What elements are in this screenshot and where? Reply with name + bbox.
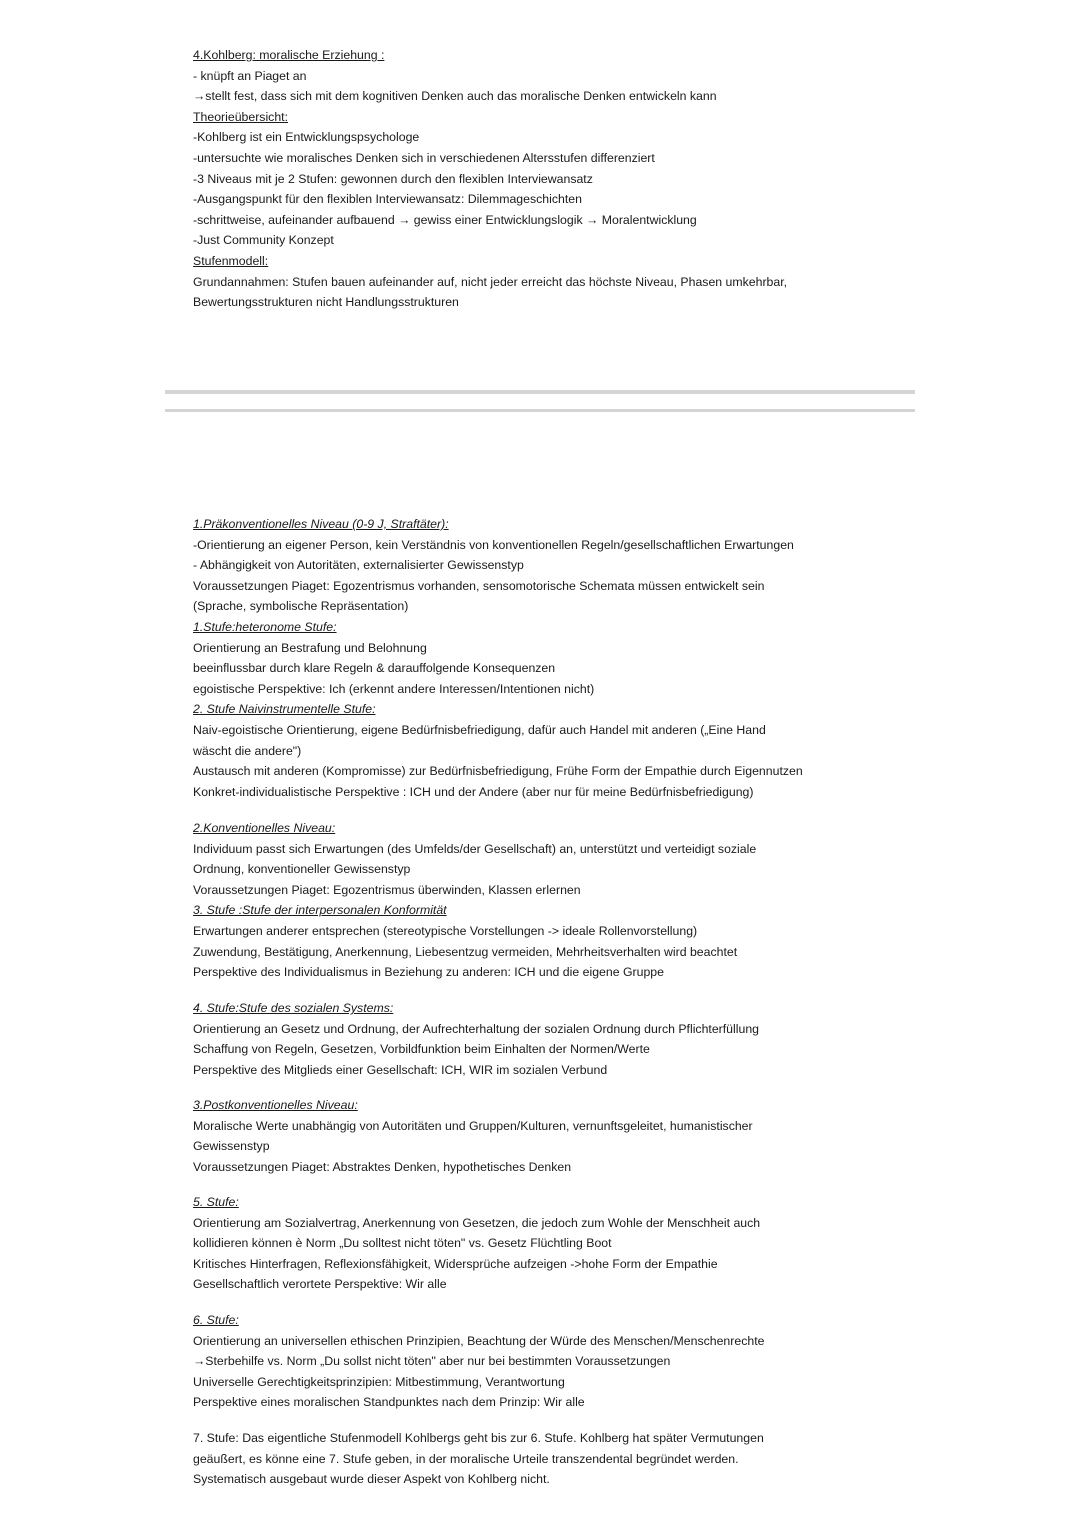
text-line: Naiv-egoistische Orientierung, eigene Bedürfnisbefriedigung, dafür auch Handel mit anderen („Eine Hand [193, 722, 766, 737]
section-title: 4.Kohlberg: moralische Erziehung : [193, 48, 385, 62]
text-line: Orientierung an universellen ethischen Prinzipien, Beachtung der Würde des Menschen/Menschenrechte [193, 1333, 765, 1348]
text-line: →stellt fest, dass sich mit dem kognitiven Denken auch das moralische Denken entwickeln kann [193, 89, 717, 104]
text-line: Gewissenstyp [193, 1139, 270, 1154]
text-line: Individuum passt sich Erwartungen (des Umfelds/der Gesellschaft) an, unterstützt und verteidigt soziale [193, 841, 757, 856]
level-3-section [193, 1095, 893, 1177]
text-line: -3 Niveaus mit je 2 Stufen: gewonnen durch den flexiblen Interviewansatz [193, 171, 593, 186]
stage-7-section [193, 1428, 893, 1490]
stage-4-section [193, 998, 893, 1080]
text-line: Universelle Gerechtigkeitsprinzipien: Mitbestimmung, Verantwortung [193, 1374, 565, 1389]
text-line: -Ausgangspunkt für den flexiblen Interviewansatz: Dilemmageschichten [193, 192, 582, 207]
section-kohlberg-intro [193, 45, 893, 313]
text-line: Ordnung, konventioneller Gewissenstyp [193, 862, 411, 877]
stage-heading: 2. Stufe Naivinstrumentelle Stufe: [193, 702, 376, 717]
text-line: geäußert, es könne eine 7. Stufe geben, in der moralische Urteile transzendental begründet werden. [193, 1451, 739, 1466]
text-line: Voraussetzungen Piaget: Abstraktes Denken, hypothetisches Denken [193, 1159, 572, 1174]
text-line: →Sterbehilfe vs. Norm „Du sollst nicht töten" aber nur bei bestimmten Voraussetzungen [193, 1354, 671, 1369]
text-line: Voraussetzungen Piaget: Egozentrismus überwinden, Klassen erlernen [193, 882, 581, 897]
level-heading: 1.Präkonventionelles Niveau (0-9 J, Straftäter): [193, 517, 449, 531]
stage-heading: 3. Stufe :Stufe der interpersonalen Konformität [193, 903, 447, 918]
text-line: Schaffung von Regeln, Gesetzen, Vorbildfunktion beim Einhalten der Normen/Werte [193, 1042, 650, 1057]
text-line: Austausch mit anderen (Kompromisse) zur Bedürfnisbefriedigung, Frühe Form der Empathie durch Eigennutzen [193, 764, 803, 779]
text-line: Zuwendung, Bestätigung, Anerkennung, Liebesentzug vermeiden, Mehrheitsverhalten wird beachtet [193, 944, 738, 959]
text-line: Moralische Werte unabhängig von Autoritäten und Gruppen/Kulturen, vernunftsgeleitet, humanistischer [193, 1118, 753, 1133]
text-line: - Abhängigkeit von Autoritäten, externalisierter Gewissenstyp [193, 558, 524, 573]
overview-heading: Theorieübersicht: [193, 109, 289, 124]
level-heading: 2.Konventionelles Niveau: [193, 821, 336, 835]
stage-heading: 4. Stufe:Stufe des sozialen Systems: [193, 1001, 394, 1015]
text-line: Orientierung an Bestrafung und Belohnung [193, 640, 427, 655]
text-line: Perspektive des Individualismus in Beziehung zu anderen: ICH und die eigene Gruppe [193, 965, 664, 980]
stage-heading: 6. Stufe: [193, 1313, 239, 1327]
text-line: -Orientierung an eigener Person, kein Verständnis von konventionellen Regeln/gesellschaftlichen Erwartungen [193, 537, 794, 552]
text-line: Kritisches Hinterfragen, Reflexionsfähigkeit, Widersprüche aufzeigen ->hohe Form der Empathie [193, 1256, 718, 1271]
text-line: Konkret-individualistische Perspektive : ICH und der Andere (aber nur für meine Bedürfnisbefriedigung) [193, 784, 754, 799]
level-2-section [193, 818, 893, 983]
level-heading: 3.Postkonventionelles Niveau: [193, 1098, 358, 1112]
text-line: -schrittweise, aufeinander aufbauend → gewiss einer Entwicklungslogik → Moralentwicklung [193, 212, 697, 227]
text-line: Grundannahmen: Stufen bauen aufeinander auf, nicht jeder erreicht das höchste Niveau, Phasen umkehrbar, [193, 274, 788, 289]
page-divider [165, 390, 915, 412]
text-line: wäscht die andere") [193, 743, 302, 758]
text-line: Orientierung an Gesetz und Ordnung, der Aufrechterhaltung der sozialen Ordnung durch Pflichterfüllung [193, 1021, 759, 1036]
text-line: Gesellschaftlich verortete Perspektive: Wir alle [193, 1277, 447, 1292]
model-heading: Stufenmodell: [193, 253, 269, 268]
text-line: Erwartungen anderer entsprechen (stereotypische Vorstellungen -> ideale Rollenvorstellung) [193, 923, 698, 938]
text-line: Perspektive eines moralischen Standpunktes nach dem Prinzip: Wir alle [193, 1395, 585, 1410]
text-line: kollidieren können è Norm „Du solltest nicht töten" vs. Gesetz Flüchtling Boot [193, 1236, 612, 1251]
level-1-section [193, 514, 893, 802]
text-line: beeinflussbar durch klare Regeln & darauffolgende Konsequenzen [193, 661, 556, 676]
text-line: egoistische Perspektive: Ich (erkennt andere Interessen/Intentionen nicht) [193, 681, 595, 696]
text-line: (Sprache, symbolische Repräsentation) [193, 599, 409, 614]
text-line: 7. Stufe: Das eigentliche Stufenmodell Kohlbergs geht bis zur 6. Stufe. Kohlberg hat später Vermutungen [193, 1431, 764, 1445]
stage-6-section [193, 1310, 893, 1413]
text-line: Voraussetzungen Piaget: Egozentrismus vorhanden, sensomotorische Schemata müssen entwickelt sein [193, 578, 765, 593]
text-line: Orientierung am Sozialvertrag, Anerkennung von Gesetzen, die jedoch zum Wohle der Menschheit auch [193, 1215, 761, 1230]
stage-heading: 5. Stufe: [193, 1195, 239, 1209]
text-line: Bewertungsstrukturen nicht Handlungsstrukturen [193, 295, 459, 310]
text-line: Perspektive des Mitglieds einer Gesellschaft: ICH, WIR im sozialen Verbund [193, 1062, 608, 1077]
text-line: - knüpft an Piaget an [193, 68, 307, 83]
text-line: -Kohlberg ist ein Entwicklungspsychologe [193, 130, 420, 145]
text-line: -untersuchte wie moralisches Denken sich in verschiedenen Altersstufen differenziert [193, 150, 655, 165]
stage-5-section [193, 1192, 893, 1295]
stage-heading: 1.Stufe:heteronome Stufe: [193, 619, 337, 634]
text-line: Systematisch ausgebaut wurde dieser Aspekt von Kohlberg nicht. [193, 1472, 550, 1487]
text-line: -Just Community Konzept [193, 233, 334, 248]
